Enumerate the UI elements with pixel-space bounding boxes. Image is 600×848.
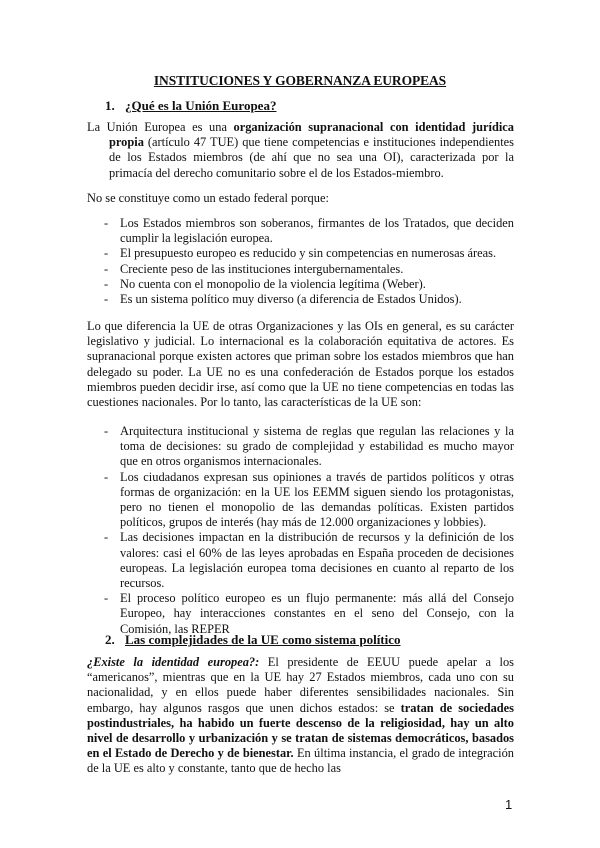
- page-number: 1: [505, 797, 513, 812]
- section-1-title: ¿Qué es la Unión Europea?: [125, 98, 277, 113]
- dash-bullet: -: [104, 424, 109, 438]
- identity-paragraph: [87, 655, 514, 777]
- dash-bullet: -: [104, 530, 109, 545]
- characteristics-list: [87, 424, 514, 637]
- list-item: - Arquitectura institucional y sistema de reglas que regulan las relaciones y la toma de decisiones: su grado de complejidad y estabilidad es mucho mayor que en otros organismos internacionales.: [104, 424, 514, 469]
- dash-bullet: -: [104, 216, 109, 230]
- dash-bullet: -: [104, 261, 109, 276]
- section-2-title: Las complejidades de la UE como sistema político: [125, 632, 401, 647]
- section-2-heading: [105, 632, 401, 648]
- identity-question: ¿Existe la identidad europea?:: [87, 655, 260, 669]
- dash-bullet: -: [104, 276, 109, 291]
- intro-post: (artículo 47 TUE) que tiene competencias e instituciones independientes de los Estados miembros (de ahí que no sea una OI), caracterizada por la primacía del derecho comunitario sobre el de los Estados-miembro.: [109, 135, 514, 180]
- document-title: INSTITUCIONES Y GOBERNANZA EUROPEAS: [153, 73, 447, 88]
- dash-bullet: -: [104, 292, 109, 307]
- dash-bullet: -: [104, 591, 109, 606]
- list-item: - El proceso político europeo es un flujo permanente: más allá del Consejo Europeo, hay interacciones constantes en el seno del Consejo, con la Comisión, las REPER: [104, 591, 514, 636]
- intro-paragraph: [87, 120, 514, 181]
- list-item: - Los ciudadanos expresan sus opiniones a través de partidos políticos y otras formas de organización: en la UE los EEMM siguen siendo los protagonistas, pero no tienen el monopolio de las demandas políticas. Existen partidos políticos, grupos de interés (hay más de 12.000 organizaciones y lobbies).: [104, 469, 514, 530]
- list-item: - El presupuesto europeo es reducido y sin competencias en numerosas áreas.: [104, 246, 497, 261]
- intro-pre: La Unión Europea es una: [87, 120, 234, 134]
- list-item: - Las decisiones impactan en la distribución de recursos y la definición de los valores: casi el 60% de las leyes aprobadas en España proceden de decisiones europeas. La legislación europea toma decisiones en cuanto al reparto de los recursos.: [104, 530, 514, 591]
- intro-bold: organización supranacional con identidad jurídica propia: [109, 120, 514, 150]
- list-item: - No cuenta con el monopolio de la violencia legítima (Weber).: [104, 276, 426, 291]
- federal-reasons-list: [87, 216, 514, 307]
- dash-bullet: -: [104, 469, 109, 484]
- section-1-number: 1.: [105, 98, 115, 113]
- identity-text-2: En última instancia, el grado de integración de la UE es alto y constante, tanto que de hecho las: [87, 746, 515, 776]
- list-item: - Creciente peso de las instituciones intergubernamentales.: [104, 261, 404, 276]
- federal-intro: No se constituye como un estado federal porque:: [87, 191, 329, 205]
- identity-bold: tratan de sociedades postindustriales, ha habido un fuerte descenso de la religiosidad, hay un alto nivel de desarrollo y urbanización y se tratan de sistemas democráticos, basados en el Estado de Derecho y de bienestar.: [87, 700, 514, 761]
- section-1-heading: [105, 98, 276, 114]
- identity-text-1: El presidente de EEUU puede apelar a los “americanos”, mientras que en la UE hay 27 Estados miembros, cada uno con su nacionalidad, y en ellos puede haber diferentes sensibilidades nacionales. Sin embargo, hay algunos rasgos que unen dichos estados: se: [87, 655, 514, 715]
- section-2-number: 2.: [105, 632, 115, 647]
- difference-paragraph: Lo que diferencia la UE de otras Organizaciones y las OIs en general, es su carácter legislativo y judicial. Lo internacional es la colaboración equitativa de actores. Es supranacional porque existen actores que priman sobre los estados miembros que han delegado su poder. La UE no es una confederación de Estados porque los estados miembros pueden decidir irse, así como que la UE no tiene competencias en todas las cuestiones nacionales. Por lo tanto, las características de la UE son:: [87, 319, 514, 410]
- dash-bullet: -: [104, 246, 109, 261]
- list-item: - Los Estados miembros son soberanos, firmantes de los Tratados, que deciden cumplir la legislación europea.: [104, 216, 514, 246]
- list-item: - Es un sistema político muy diverso (a diferencia de Estados Unidos).: [104, 292, 462, 307]
